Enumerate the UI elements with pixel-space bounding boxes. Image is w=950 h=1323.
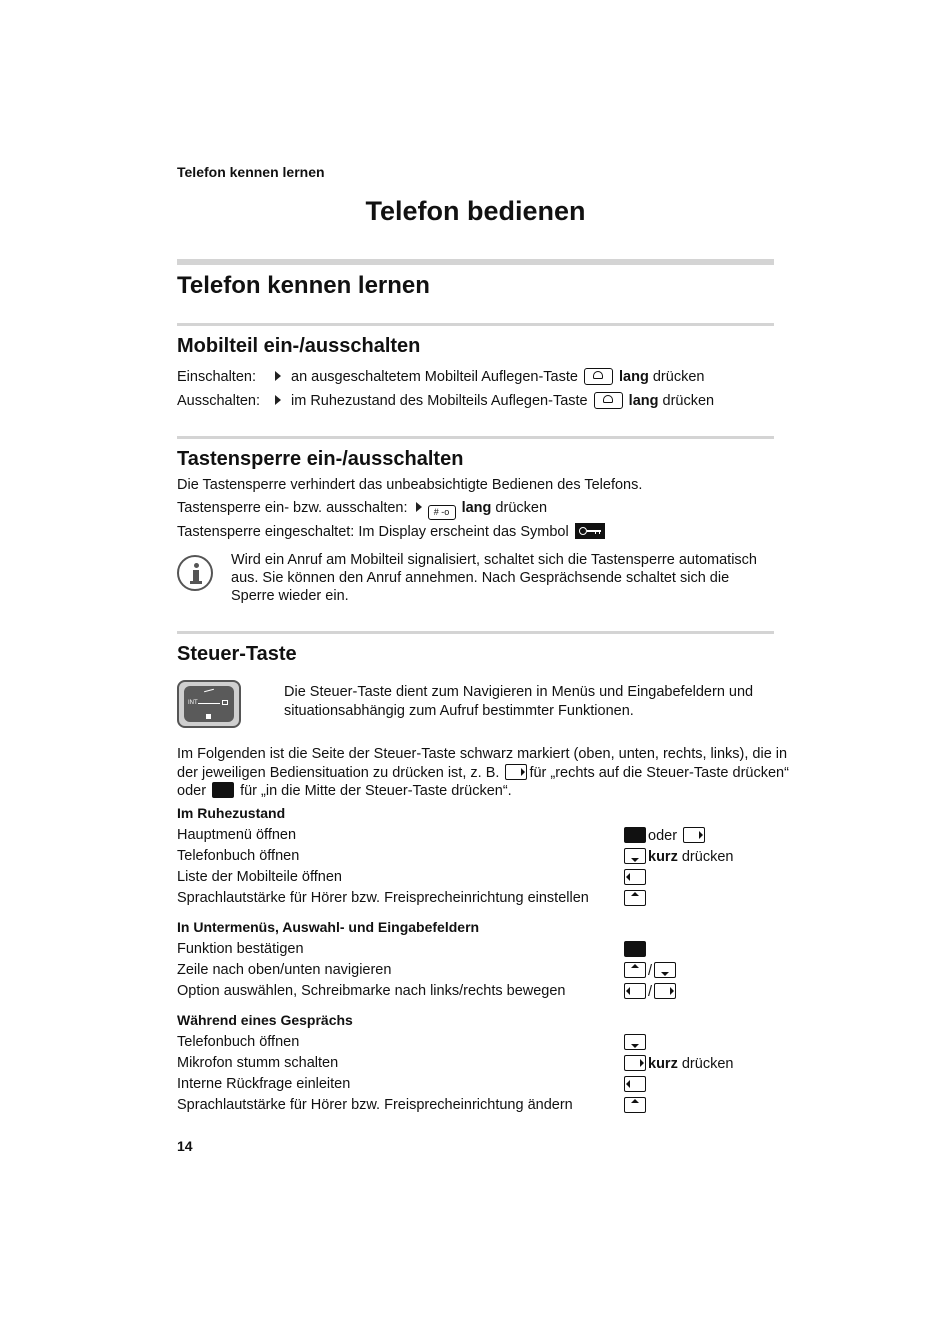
- key-lock-icon: [575, 523, 605, 539]
- row-einschalten: [177, 368, 704, 386]
- row-keys: [622, 962, 678, 979]
- nav-label: INT: [188, 700, 198, 706]
- row-keys: [622, 848, 733, 865]
- nav-down-icon: [624, 848, 646, 864]
- row-keys: [622, 869, 648, 886]
- row-label: Telefonbuch öffnen: [177, 848, 300, 864]
- explain-text: oder: [177, 783, 207, 799]
- nav-center-icon: [624, 941, 646, 957]
- hash-key-icon: # -o: [428, 505, 456, 520]
- emphasis: kurz: [648, 1056, 678, 1072]
- nav-center-icon: [624, 827, 646, 843]
- group-title: In Untermenüs, Auswahl- und Eingabefeldern: [177, 919, 480, 935]
- row-label: Option auswählen, Schreibmarke nach links/rechts bewegen: [177, 983, 566, 999]
- separator: /: [648, 984, 653, 1000]
- display-text: Tastensperre eingeschaltet: Im Display erscheint das Symbol: [177, 524, 569, 540]
- row-suffix: oder: [648, 828, 678, 844]
- tastensperre-toggle: [177, 499, 547, 520]
- hangup-key-icon: [594, 392, 623, 409]
- nav-down-icon: [654, 962, 676, 978]
- row-label: Hauptmenü öffnen: [177, 827, 297, 843]
- row-keys: [622, 983, 678, 1000]
- explain-line-3: [177, 782, 512, 800]
- arrow-icon: [275, 395, 281, 405]
- toggle-text: Tastensperre ein- bzw. ausschalten:: [177, 500, 408, 516]
- heading-mobilteil: Mobilteil ein-/ausschalten: [177, 335, 421, 357]
- heading-tastensperre: Tastensperre ein-/ausschalten: [177, 448, 464, 470]
- arrow-icon: [416, 502, 422, 512]
- nav-right-icon: [654, 983, 676, 999]
- group-title: Während eines Gesprächs: [177, 1012, 353, 1028]
- row-keys: [622, 890, 648, 907]
- emphasis: lang: [619, 369, 649, 385]
- toggle-suffix: drücken: [495, 500, 548, 516]
- row-suffix: drücken: [662, 393, 715, 409]
- nav-up-icon: [624, 962, 646, 978]
- row-label: Liste der Mobilteile öffnen: [177, 869, 342, 885]
- nav-up-icon: [624, 890, 646, 906]
- explain-line-1: Im Folgenden ist die Seite der Steuer-Taste schwarz markiert (oben, unten, rechts, links), die in: [177, 746, 788, 762]
- row-label: Ausschalten:: [177, 393, 261, 409]
- divider: [177, 259, 774, 265]
- hangup-key-icon: [584, 368, 613, 385]
- divider: [177, 436, 774, 439]
- explain-text: für „in die Mitte der Steuer-Taste drücken“.: [240, 783, 512, 799]
- info-icon: [177, 555, 213, 591]
- row-text: an ausgeschaltetem Mobilteil Auflegen-Taste: [291, 369, 578, 385]
- nav-right-icon: [683, 827, 705, 843]
- row-keys: [622, 1076, 648, 1093]
- row-suffix: drücken: [681, 1056, 734, 1072]
- heading-steuer: Steuer-Taste: [177, 643, 297, 665]
- tastensperre-display: [177, 523, 605, 541]
- row-label: Zeile nach oben/unten navigieren: [177, 962, 392, 978]
- row-keys: [622, 1055, 733, 1072]
- nav-up-icon: [624, 1097, 646, 1113]
- nav-key-illustration: [177, 680, 241, 728]
- row-label: Interne Rückfrage einleiten: [177, 1076, 351, 1092]
- row-label: Sprachlautstärke für Hörer bzw. Freisprecheinrichtung ändern: [177, 1097, 573, 1113]
- nav-left-icon: [624, 1076, 646, 1092]
- row-label: Sprachlautstärke für Hörer bzw. Freisprecheinrichtung einstellen: [177, 890, 589, 906]
- row-text: im Ruhezustand des Mobilteils Auflegen-Taste: [291, 393, 588, 409]
- row-keys: [622, 941, 648, 958]
- tastensperre-intro: Die Tastensperre verhindert das unbeabsichtigte Bedienen des Telefons.: [177, 477, 643, 493]
- divider: [177, 323, 774, 326]
- row-label: Mikrofon stumm schalten: [177, 1055, 339, 1071]
- nav-down-icon: [624, 1034, 646, 1050]
- nav-left-icon: [624, 869, 646, 885]
- group-title: Im Ruhezustand: [177, 805, 286, 821]
- section-title: Telefon kennen lernen: [177, 272, 430, 299]
- nav-left-icon: [624, 983, 646, 999]
- steuer-description: Die Steuer-Taste dient zum Navigieren in Menüs und Eingabefeldern und situationsabhängig zum Aufruf bestimmter Funktionen.: [284, 684, 754, 719]
- divider: [177, 631, 774, 634]
- nav-right-icon: [505, 764, 527, 780]
- chapter-title: Telefon bedienen: [365, 196, 586, 226]
- emphasis: lang: [628, 393, 659, 409]
- explain-text: für „rechts auf die Steuer-Taste drücken“: [529, 765, 789, 781]
- row-label: Einschalten:: [177, 369, 256, 385]
- row-keys: [622, 1034, 648, 1051]
- tastensperre-note: Wird ein Anruf am Mobilteil signalisiert, schaltet sich die Tastensperre automatisch aus. Sie können den Anruf annehmen. Nach Gesprächsende schaltet sich die Sperre wieder ein.: [231, 552, 757, 604]
- row-ausschalten: [177, 392, 714, 410]
- row-keys: [622, 1097, 648, 1114]
- emphasis: lang: [461, 500, 492, 516]
- row-suffix: drücken: [681, 849, 734, 865]
- arrow-icon: [275, 371, 281, 381]
- nav-right-icon: [624, 1055, 646, 1071]
- nav-center-icon: [212, 782, 234, 798]
- emphasis: kurz: [648, 849, 678, 865]
- row-keys: [622, 827, 707, 844]
- explain-text: der jeweiligen Bediensituation zu drücken ist, z. B.: [177, 765, 500, 781]
- running-head: Telefon kennen lernen: [177, 164, 325, 180]
- explain-line-2: [177, 764, 789, 782]
- row-label: Telefonbuch öffnen: [177, 1034, 300, 1050]
- row-label: Funktion bestätigen: [177, 941, 304, 957]
- row-suffix: drücken: [652, 369, 705, 385]
- separator: /: [648, 963, 653, 979]
- page-number: 14: [177, 1138, 193, 1154]
